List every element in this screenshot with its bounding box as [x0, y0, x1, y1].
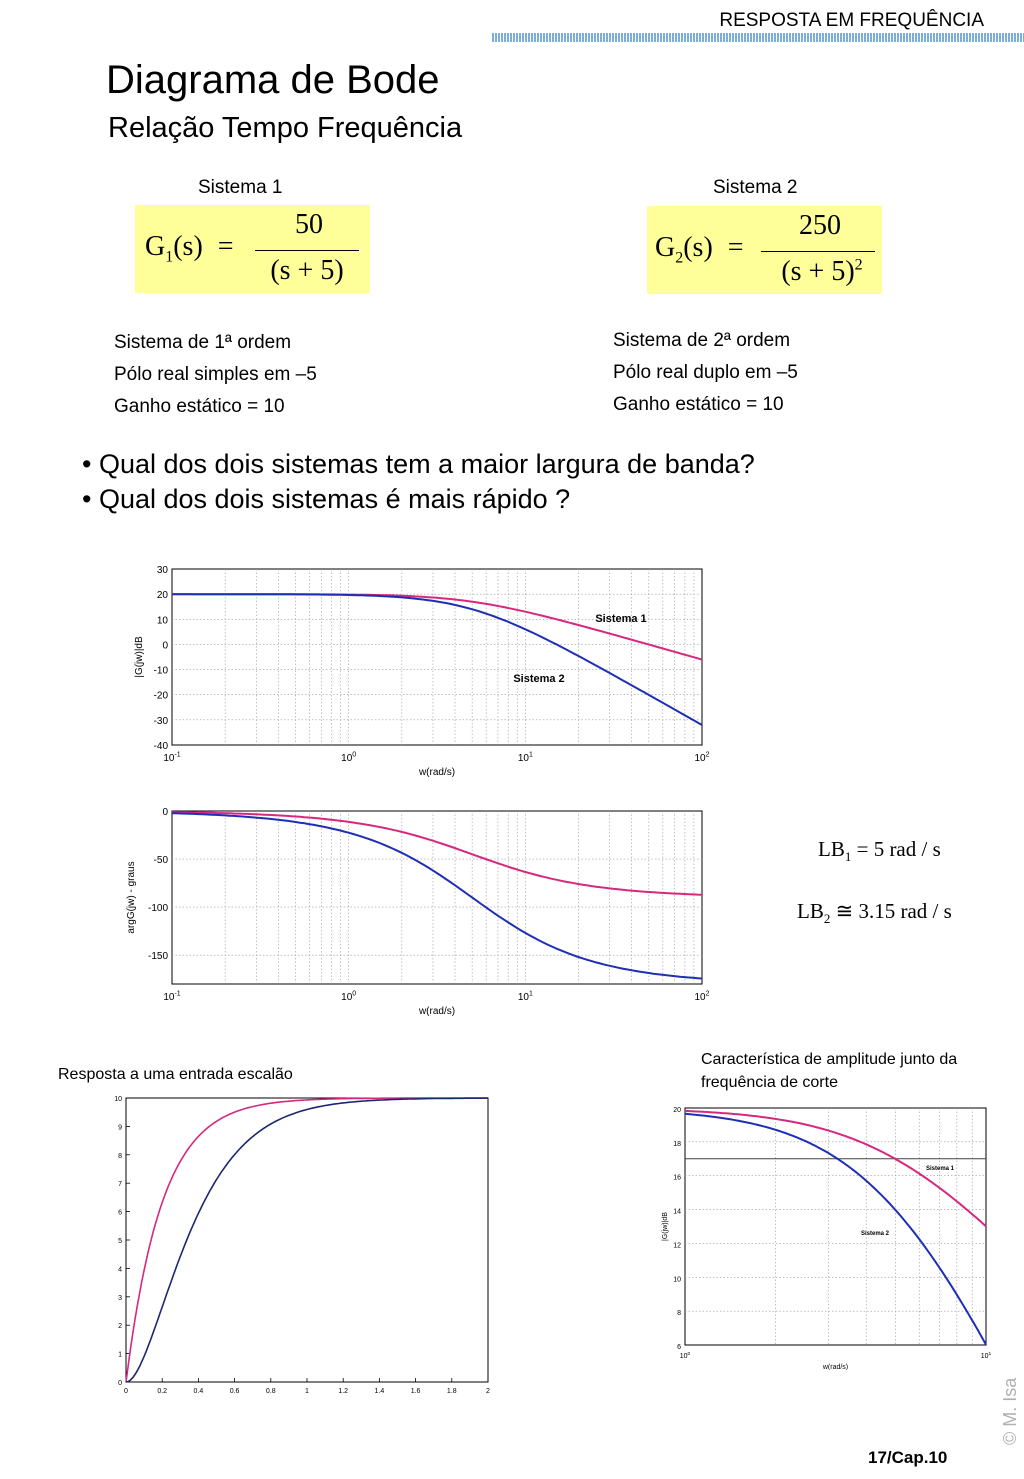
magnitude-y-tick-label: -40: [153, 741, 168, 752]
bandwidth-2-name: LB: [797, 899, 824, 923]
tf1-equals: =: [217, 231, 234, 262]
step-x-tick-label: 1.2: [338, 1388, 349, 1395]
magnitude-y-tick-label: -20: [153, 690, 168, 702]
step-y-tick-label: 2: [118, 1323, 122, 1331]
magnitude-zoom-x-axis-label: w(rad/s): [822, 1364, 849, 1370]
zoom-caption-line2: frequência de corte: [701, 1074, 838, 1091]
magnitude-y-tick-label: -10: [153, 665, 168, 677]
phase-x-tick-label: $10^1$: [517, 990, 533, 1003]
magnitude-zoom-y-tick-label: 18: [673, 1140, 681, 1148]
magnitude-x-tick-label: $10^1$: [517, 751, 533, 764]
step-y-tick-label: 0: [118, 1380, 122, 1387]
step-x-tick-label: 0.2: [157, 1388, 168, 1395]
magnitude-x-tick-label: $10^2$: [694, 751, 710, 764]
tf1-fraction-bar: [255, 250, 359, 251]
page-subtitle: Relação Tempo Frequência: [108, 112, 463, 144]
magnitude-x-tick-label: $10^0$: [341, 751, 357, 764]
step-y-tick-label: 10: [114, 1096, 122, 1103]
copyright-note: © M. Isa: [1000, 1377, 1020, 1445]
tf1-g: G: [145, 231, 166, 262]
bandwidth-2-rel: ≅: [835, 899, 854, 923]
step-y-tick-label: 6: [118, 1209, 122, 1217]
step-x-tick-label: 0.8: [265, 1388, 276, 1395]
step-x-tick-label: 1.6: [410, 1388, 421, 1395]
step-response-chart: [100, 1090, 500, 1400]
system2-transfer-function: [647, 206, 882, 294]
bandwidth-2-sub: 2: [823, 911, 831, 927]
bandwidth-2: [797, 899, 952, 927]
phase-y-tick-label: 0: [162, 807, 168, 818]
step-y-tick-label: 7: [118, 1181, 122, 1189]
step-y-tick-label: 1: [118, 1351, 122, 1359]
tf2-numerator: 250: [799, 210, 841, 241]
magnitude-y-tick-label: -30: [153, 715, 168, 727]
system2-gain: Ganho estático = 10: [613, 394, 784, 415]
magnitude-x-tick-label: $10^{-1}$: [163, 751, 181, 764]
bandwidth-1-value: 5 rad / s: [873, 837, 941, 861]
system2-description: [613, 325, 798, 421]
magnitude-y-tick-label: 30: [156, 565, 168, 576]
step-caption: Resposta a uma entrada escalão: [58, 1066, 293, 1083]
phase-y-tick-label: -100: [147, 903, 168, 915]
tf1-arg: (s): [173, 231, 203, 262]
magnitude-zoom-plot-area: [685, 1108, 986, 1345]
magnitude-series-label: Sistema 2: [513, 673, 565, 685]
magnitude-zoom-y-tick-label: 14: [673, 1208, 681, 1216]
magnitude-zoom-series-label: Sistema 2: [860, 1231, 890, 1237]
step-x-tick-label: 2: [486, 1388, 490, 1395]
step-plot-area: [126, 1098, 488, 1382]
magnitude-zoom-x-tick-label: $10^1$: [980, 1351, 992, 1360]
tf2-exponent: 2: [854, 256, 863, 274]
magnitude-plot-area: [172, 569, 702, 745]
magnitude-zoom-y-tick-label: 20: [673, 1107, 681, 1114]
step-y-tick-label: 3: [118, 1294, 122, 1302]
phase-y-axis-label: argG(jw) - graus: [126, 861, 137, 934]
bandwidth-2-value: 3.15 rad / s: [858, 899, 952, 923]
step-x-tick-label: 1.4: [374, 1388, 385, 1395]
magnitude-y-axis-label: |G(jw)|dB: [134, 636, 145, 678]
step-x-tick-label: 0: [124, 1388, 128, 1395]
zoom-caption-line1: Característica de amplitude junto da: [701, 1051, 958, 1068]
phase-x-tick-label: $10^0$: [341, 990, 357, 1003]
step-x-tick-label: 1.8: [446, 1388, 457, 1395]
system1-transfer-function: [135, 205, 370, 293]
step-y-tick-label: 8: [118, 1152, 122, 1160]
step-y-tick-label: 4: [118, 1266, 122, 1274]
tf1-denominator: (s + 5): [270, 255, 344, 286]
tf2-subscript: 2: [675, 249, 684, 267]
step-y-tick-label: 9: [118, 1124, 122, 1132]
phase-x-tick-label: $10^2$: [694, 990, 710, 1003]
magnitude-zoom-series-label: Sistema 1: [925, 1166, 955, 1172]
system1-gain: Ganho estático = 10: [114, 396, 285, 417]
bandwidth-1-sub: 1: [844, 849, 852, 865]
system2-order: Sistema de 2ª ordem: [613, 330, 791, 351]
bandwidth-1: [818, 837, 941, 865]
question-bandwidth: • Qual dos dois sistemas tem a maior largura de banda?: [82, 449, 755, 479]
magnitude-x-axis-label: w(rad/s): [418, 767, 456, 778]
phase-y-tick-label: -150: [147, 951, 168, 963]
system2-pole: Pólo real duplo em –5: [613, 362, 798, 383]
magnitude-zoom-x-tick-label: $10^0$: [679, 1351, 691, 1360]
magnitude-y-tick-label: 10: [156, 615, 168, 627]
magnitude-zoom-y-tick-label: 8: [677, 1310, 681, 1318]
step-x-tick-label: 0.4: [193, 1388, 204, 1395]
header-rule: [492, 33, 1024, 42]
tf2-equals: =: [727, 232, 744, 263]
page-number: 17/Cap.10: [868, 1448, 948, 1467]
bode-phase-chart: [120, 800, 720, 1030]
step-y-tick-label: 5: [118, 1238, 122, 1245]
tf1-subscript: 1: [165, 248, 174, 266]
system2-label: Sistema 2: [713, 177, 798, 198]
magnitude-y-tick-label: 20: [156, 590, 168, 602]
phase-y-tick-label: -50: [153, 855, 168, 867]
step-x-tick-label: 1: [305, 1388, 309, 1395]
bandwidth-1-rel: =: [856, 837, 869, 861]
tf2-denominator: (s + 5): [781, 256, 855, 287]
magnitude-zoom-y-tick-label: 12: [673, 1242, 681, 1250]
system1-label: Sistema 1: [198, 177, 283, 198]
magnitude-series-label: Sistema 1: [595, 613, 647, 625]
phase-plot-area: [172, 811, 702, 984]
bandwidth-1-name: LB: [818, 837, 845, 861]
tf2-fraction-bar: [761, 251, 875, 252]
step-x-tick-label: 0.6: [229, 1388, 240, 1395]
bode-magnitude-chart: [120, 560, 720, 785]
tf2-g: G: [655, 232, 676, 263]
system1-pole: Pólo real simples em –5: [114, 364, 317, 385]
system1-description: [114, 327, 317, 423]
phase-x-axis-label: w(rad/s): [418, 1006, 456, 1017]
magnitude-zoom-y-tick-label: 16: [673, 1174, 681, 1182]
question-speed: • Qual dos dois sistemas é mais rápido ?: [82, 484, 571, 514]
tf1-numerator: 50: [295, 209, 323, 240]
phase-x-tick-label: $10^{-1}$: [163, 990, 181, 1003]
magnitude-zoom-chart: [655, 1100, 1000, 1370]
magnitude-zoom-y-tick-label: 6: [677, 1344, 681, 1351]
system1-order: Sistema de 1ª ordem: [114, 332, 292, 353]
magnitude-zoom-y-tick-label: 10: [673, 1276, 681, 1284]
header-title: RESPOSTA EM FREQUÊNCIA: [719, 10, 984, 31]
magnitude-y-tick-label: 0: [162, 640, 168, 652]
page-title: Diagrama de Bode: [106, 58, 440, 102]
magnitude-zoom-y-axis-label: |G(jw)|dB: [662, 1212, 669, 1241]
tf2-arg: (s): [683, 232, 713, 263]
